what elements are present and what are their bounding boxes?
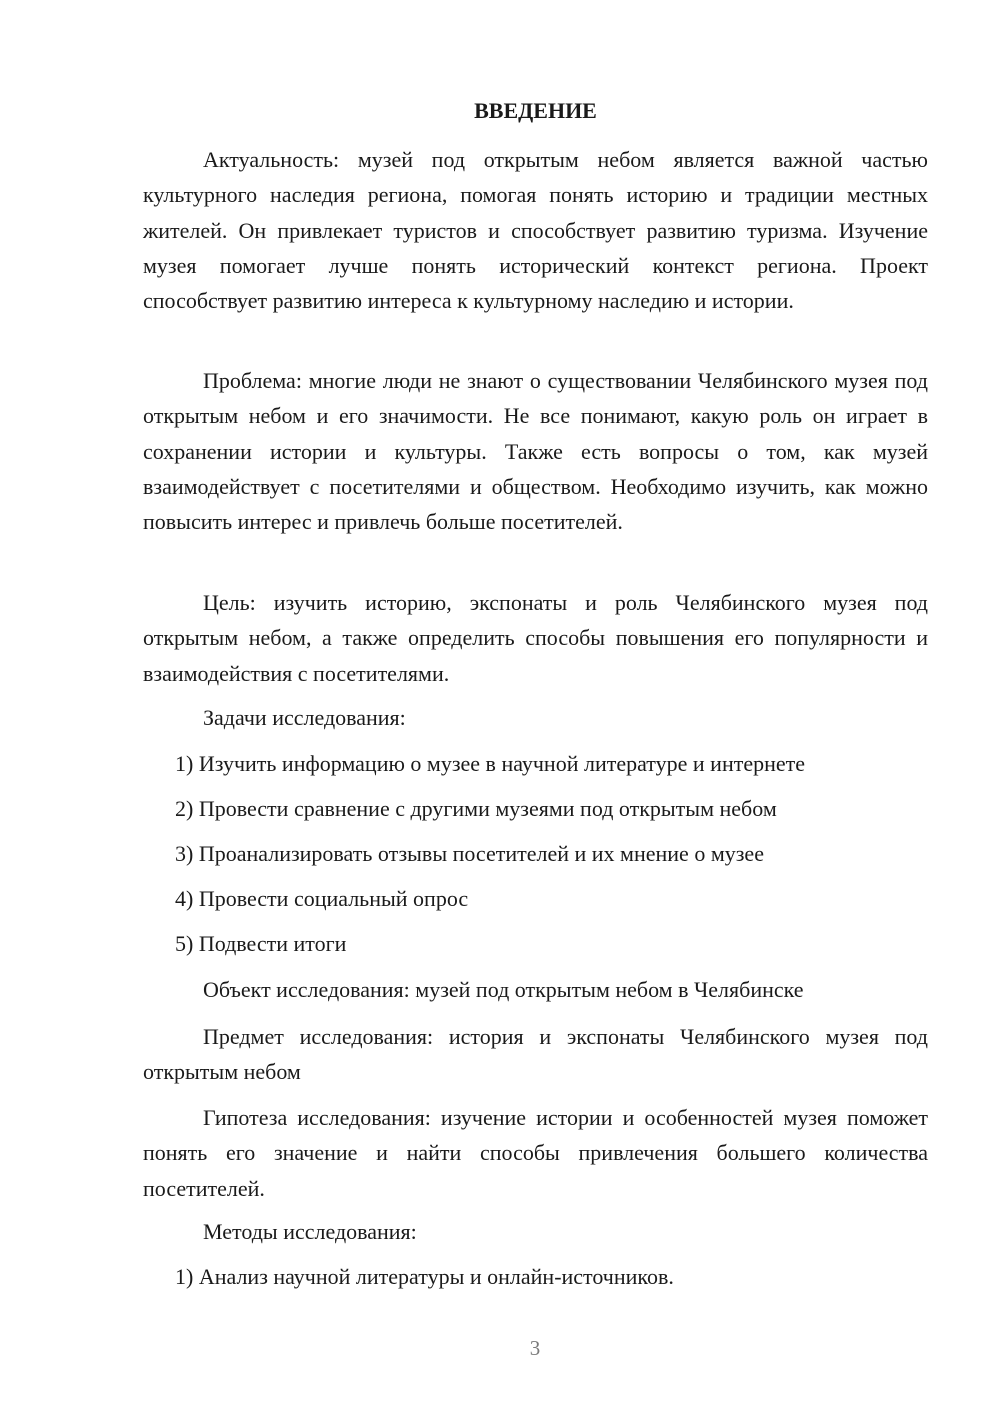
task-item: 4) Провести социальный опрос bbox=[175, 886, 469, 911]
subject-paragraph: Предмет исследования: история и экспонаты Челябинского музея под открытым небом bbox=[143, 1024, 928, 1085]
methods-heading: Методы исследования: bbox=[203, 1219, 417, 1244]
tasks-heading: Задачи исследования: bbox=[203, 705, 406, 730]
hypothesis-paragraph: Гипотеза исследования: изучение истории и особенностей музея поможет понять его значение и найти способы привлечения большего количества посетителей. bbox=[143, 1105, 928, 1201]
task-item: 2) Провести сравнение с другими музеями под открытым небом bbox=[175, 796, 777, 821]
problem-paragraph: Проблема: многие люди не знают о существовании Челябинского музея под открытым небом и его значимости. Не все понимают, какую роль он играет в сохранении истории и культуры. Также есть вопросы о том, как музей взаимодействует с посетителями и обществом. Необходимо изучить, как можно повысить интерес и привлечь больше посетителей. bbox=[143, 368, 928, 535]
page-number: 3 bbox=[529, 1336, 541, 1360]
task-item: 3) Проанализировать отзывы посетителей и их мнение о музее bbox=[175, 841, 764, 866]
method-item: 1) Анализ научной литературы и онлайн-источников. bbox=[175, 1264, 674, 1289]
task-item: 5) Подвести итоги bbox=[175, 931, 347, 956]
section-title: ВВЕДЕНИЕ bbox=[474, 98, 597, 123]
object-line: Объект исследования: музей под открытым небом в Челябинске bbox=[203, 977, 804, 1002]
relevance-paragraph: Актуальность: музей под открытым небом является важной частью культурного наследия региона, помогая понять историю и традиции местных жителей. Он привлекает туристов и способствует развитию туризма. Изучение музея помогает лучше понять исторический контекст региона. Проект способствует развитию интереса к культурному наследию и истории. bbox=[143, 147, 928, 314]
task-item: 1) Изучить информацию о музее в научной литературе и интернете bbox=[175, 751, 806, 776]
goal-paragraph: Цель: изучить историю, экспонаты и роль Челябинского музея под открытым небом, а также определить способы повышения его популярности и взаимодействия с посетителями. bbox=[143, 590, 928, 686]
